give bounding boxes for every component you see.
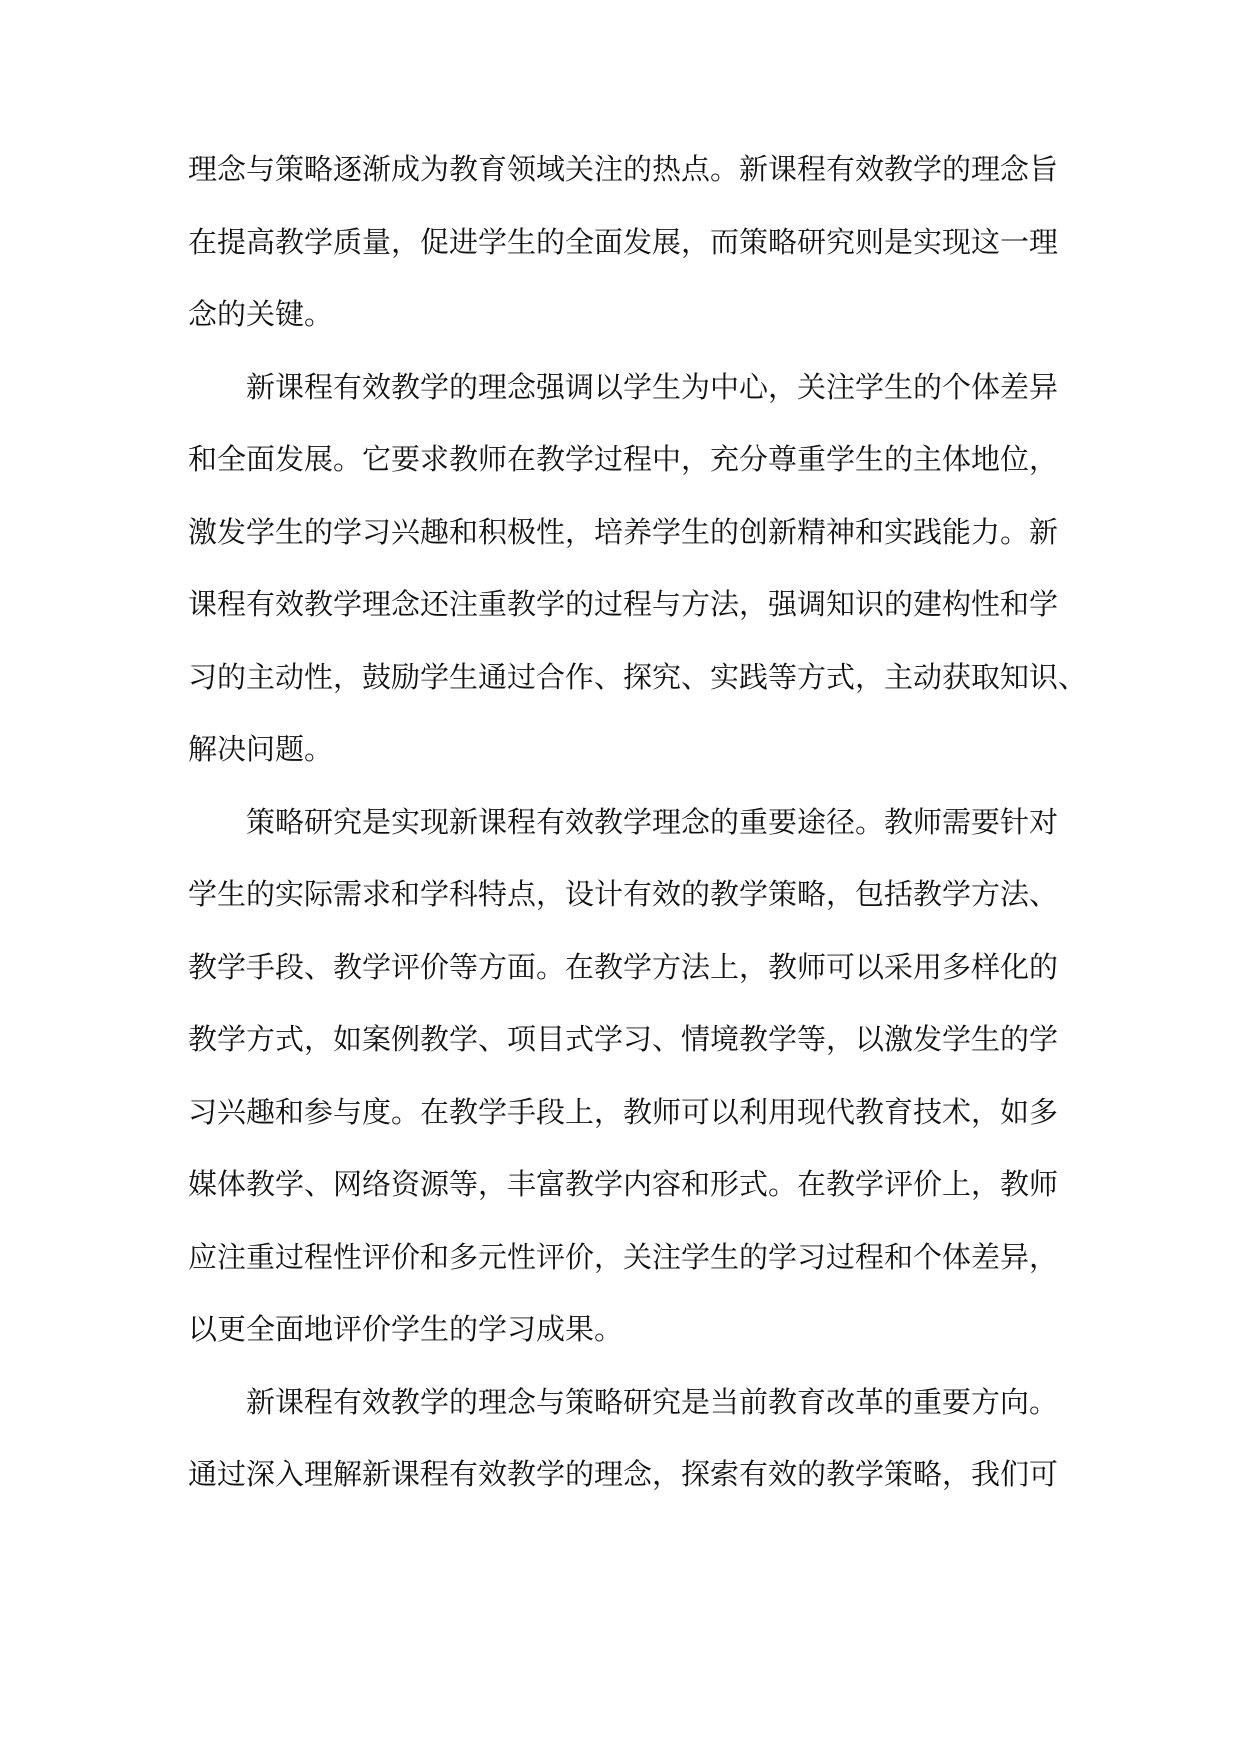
text-line: 念的关键。: [188, 297, 334, 331]
text-line: 教学手段、教学评价等方面。在教学方法上，教师可以采用多样化的: [188, 949, 1059, 984]
text-line: 教学方式，如案例教学、项目式学习、情境教学等，以激发学生的学: [188, 1022, 1059, 1056]
text-line: 习的主动性，鼓励学生通过合作、探究、实践等方式，主动获取知识、: [188, 659, 1088, 694]
text-line: 理念与策略逐渐成为教育领域关注的热点。新课程有效教学的理念旨: [188, 152, 1059, 186]
paragraph-4: [188, 1366, 1059, 1511]
text-line: 策略研究是实现新课程有效教学理念的重要途径。教师需要针对: [246, 804, 1059, 839]
paragraph-1: [188, 133, 1059, 351]
text-line: 以更全面地评价学生的学习成果。: [188, 1312, 624, 1346]
text-line: 通过深入理解新课程有效教学的理念，探索有效的教学策略，我们可: [188, 1457, 1059, 1491]
text-line: 学生的实际需求和学科特点，设计有效的教学策略，包括教学方法、: [188, 877, 1059, 911]
text-line: 新课程有效教学的理念强调以学生为中心，关注学生的个体差异: [246, 369, 1059, 404]
paragraph-3: [188, 786, 1059, 1366]
text-line: 应注重过程性评价和多元性评价，关注学生的学习过程和个体差异，: [188, 1239, 1059, 1274]
paragraph-2: [188, 351, 1088, 786]
text-line: 媒体教学、网络资源等，丰富教学内容和形式。在教学评价上，教师: [188, 1167, 1059, 1201]
text-line: 激发学生的学习兴趣和积极性，培养学生的创新精神和实践能力。新: [188, 514, 1059, 549]
document-body: [188, 133, 1088, 1511]
text-line: 和全面发展。它要求教师在教学过程中，充分尊重学生的主体地位，: [188, 442, 1059, 476]
text-line: 解决问题。: [188, 732, 334, 766]
text-line: 习兴趣和参与度。在教学手段上，教师可以利用现代教育技术，如多: [188, 1094, 1059, 1129]
text-line: 课程有效教学理念还注重教学的过程与方法，强调知识的建构性和学: [188, 587, 1059, 621]
text-line: 新课程有效教学的理念与策略研究是当前教育改革的重要方向。: [246, 1384, 1059, 1419]
text-line: 在提高教学质量，促进学生的全面发展，而策略研究则是实现这一理: [188, 224, 1059, 259]
